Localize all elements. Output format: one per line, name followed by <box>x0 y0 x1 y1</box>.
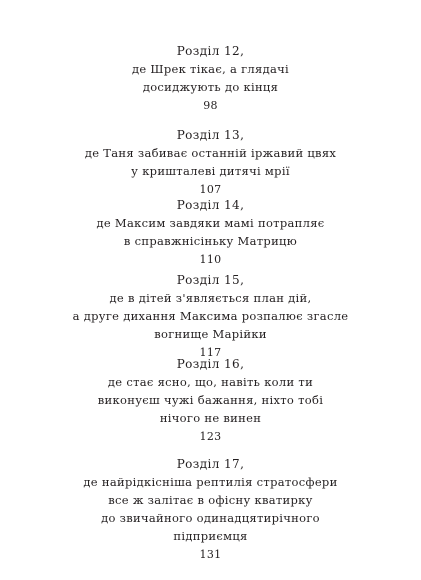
page-number: 123 <box>199 430 222 443</box>
description-line: де Максим завдяки мамі потрапляє <box>96 216 325 230</box>
page-number: 131 <box>199 548 222 561</box>
chapter-title: Розділ 17, <box>176 457 245 471</box>
toc-entry-chapter-14 <box>0 196 421 269</box>
page-number: 107 <box>199 183 222 196</box>
page-number: 117 <box>199 346 222 359</box>
chapter-description <box>0 60 421 96</box>
chapter-title: Розділ 13, <box>176 128 245 142</box>
description-line: досиджують до кінця <box>142 80 279 94</box>
chapter-description <box>0 214 421 250</box>
description-line: де стає ясно, що, навіть коли ти <box>107 375 314 389</box>
toc-entry-chapter-16 <box>0 355 421 446</box>
chapter-title: Розділ 16, <box>176 357 245 371</box>
description-line: в справжнісіньку Матрицю <box>123 234 298 248</box>
description-line: підприємця <box>173 529 248 543</box>
chapter-description <box>0 473 421 545</box>
toc-entry-chapter-17 <box>0 455 421 564</box>
chapter-description <box>0 144 421 180</box>
description-line: вогнище Марійки <box>154 327 267 341</box>
chapter-title: Розділ 14, <box>176 198 245 212</box>
toc-entry-chapter-13 <box>0 126 421 199</box>
toc-entry-chapter-12 <box>0 42 421 115</box>
description-line: до звичайного одинадцятирічного <box>101 511 320 525</box>
chapter-title: Розділ 12, <box>176 44 245 58</box>
description-line: де найрідкісніша рептилія стратосфери <box>83 475 338 489</box>
toc-entry-chapter-15 <box>0 271 421 362</box>
description-line: де в дітей з'являється план дій, <box>109 291 312 305</box>
description-line: у кришталеві дитячі мрії <box>131 164 290 178</box>
chapter-title: Розділ 15, <box>176 273 245 287</box>
page-number: 110 <box>199 253 222 266</box>
page-number: 98 <box>203 99 218 112</box>
description-line: а друге дихання Максима розпалює згасле <box>72 309 349 323</box>
description-line: нічого не винен <box>159 411 262 425</box>
description-line: все ж залітає в офісну кватирку <box>108 493 313 507</box>
description-line: де Таня забиває останній іржавий цвях <box>84 146 337 160</box>
chapter-description <box>0 373 421 427</box>
description-line: виконуєш чужі бажання, ніхто тобі <box>97 393 324 407</box>
chapter-description <box>0 289 421 343</box>
description-line: де Шрек тікає, а глядачі <box>131 62 290 76</box>
